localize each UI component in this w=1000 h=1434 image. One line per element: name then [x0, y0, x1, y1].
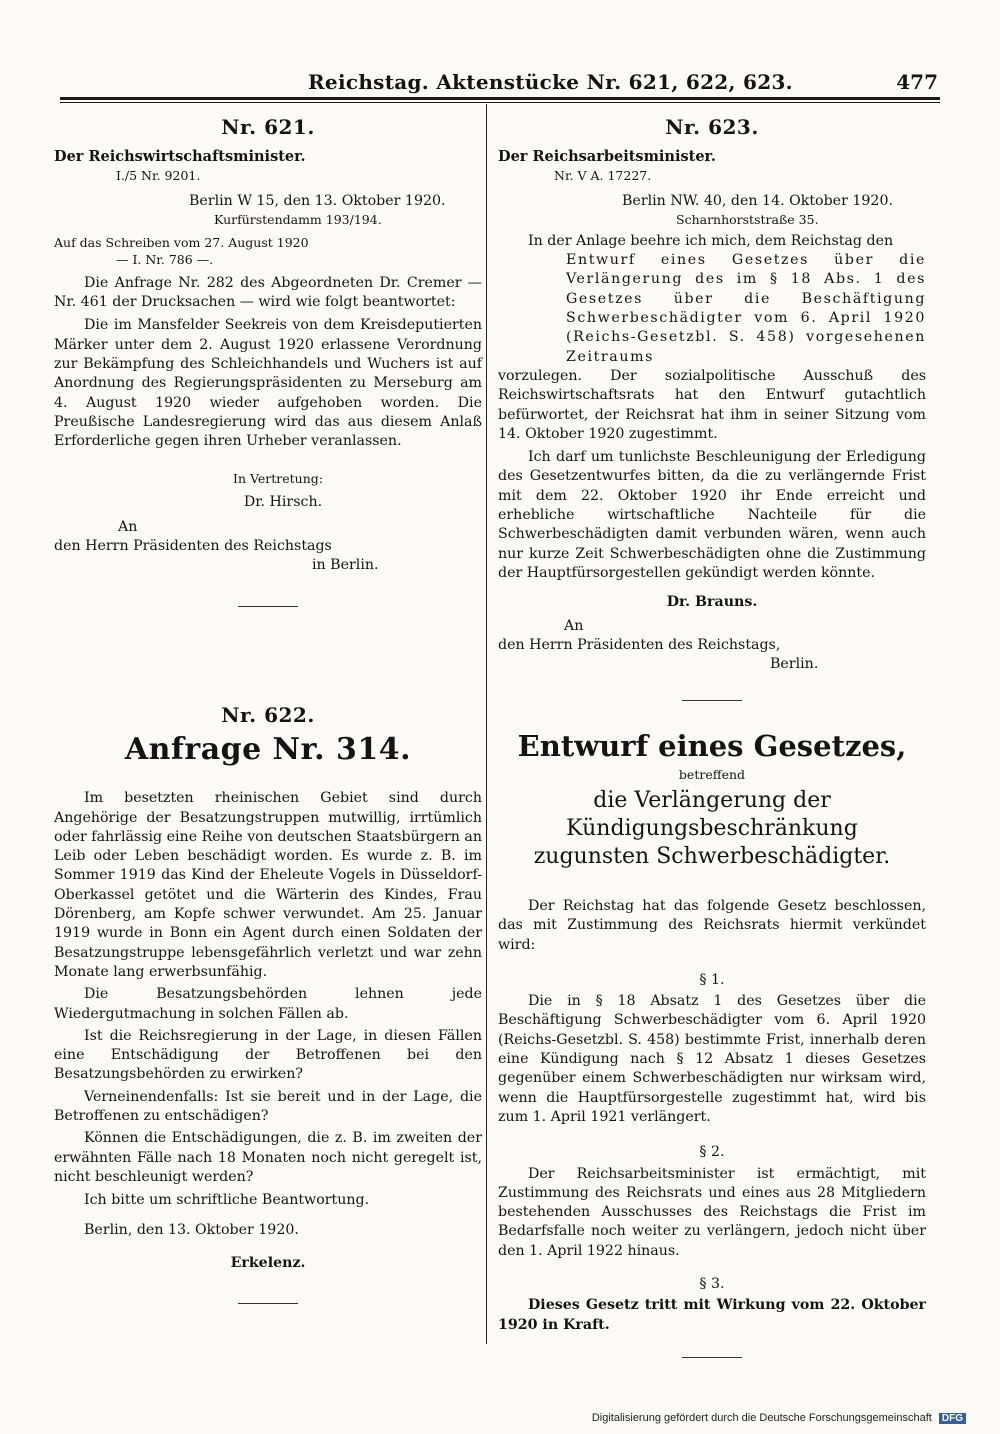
nr623-place-date: Berlin NW. 40, den 14. Oktober 1920. [622, 192, 893, 209]
nr622-separator [238, 1303, 298, 1304]
nr622-signature: Erkelenz. [230, 1254, 306, 1271]
nr621-heading: Nr. 621. [221, 115, 315, 139]
nr623-heading: Nr. 623. [665, 115, 759, 139]
entwurf-separator [682, 1357, 742, 1358]
section-nr623 [498, 115, 926, 701]
nr623-paragraph-2: Ich darf um tunlichste Beschleunigung der Erledigung des Gesetzentwurfes bitten, da die zu verlängernde Frist mit dem 22. Oktober 1920 ihr Ende erreicht und erhebliche wirtschaftliche Nachteile für die Schwerbeschädigten damit verbunden wären, wenn auch nur kurze Zeit Schwerbeschädigten ohne die Zustimmung der Hauptfürsorgestellen gekündigt werden könnte. [498, 449, 926, 581]
entwurf-subtitle-2: zugunsten Schwerbeschädigter. [533, 844, 891, 869]
nr623-paragraph-1-start: In der Anlage beehre ich mich, dem Reichstag den [528, 232, 894, 249]
header-rule [60, 97, 940, 100]
entwurf-s2-text: Der Reichsarbeitsminister ist ermächtigt, mit Zustimmung des Reichsrats und eines aus 28 Mitgliedern bestehenden Ausschusses des Reichstags die Frist im Bedarfsfalle noch weiter zu verlängern, jedoch nicht über den 1. April 1922 hinaus. [498, 1165, 926, 1259]
nr623-addr-city: Berlin. [770, 656, 819, 673]
nr622-place-date: Berlin, den 13. Oktober 1920. [84, 1221, 299, 1238]
nr622-paragraph-5: Können die Entschädigungen, die z. B. im zweiten der erwähnten Fälle nach 18 Monaten noch nicht geregelt ist, nicht beschleunigt werden? [54, 1130, 482, 1185]
nr621-street: Kurfürstendamm 193/194. [214, 211, 382, 227]
nr622-heading: Nr. 622. [221, 703, 315, 727]
entwurf-title: Entwurf eines Gesetzes, [517, 729, 907, 763]
entwurf-betreffend: betreffend [678, 767, 746, 782]
page-header [60, 70, 940, 100]
nr621-addr-line: den Herrn Präsidenten des Reichstags [54, 538, 332, 555]
entwurf-preamble: Der Reichstag hat das folgende Gesetz beschlossen, das mit Zustimmung des Reichsrats hiermit verkündet wird: [498, 898, 926, 953]
entwurf-s1-head: § 1. [699, 971, 725, 988]
entwurf-s1-text: Die in § 18 Absatz 1 des Gesetzes über die Beschäftigung Schwerbeschädigter vom 6. April 1920 (Reichs-Gesetzbl. S. 458) bestimmte Frist, innerhalb deren eine Kündigung nach § 12 Absatz 1 dieses Gesetzes gegenüber einem Schwerbeschädigten nur wirksam wird, wenn die Hauptfürsorgestelle zugestimmt hat, wird bis zum 1. April 1921 verlängert. [498, 993, 926, 1125]
nr623-quoted-title: Entwurf eines Gesetzes über die Verlängerung des im § 18 Abs. 1 des Gesetzes über die Beschäftigung Schwerbeschädigter vom 6. April 1920 (Reichs-Gesetzbl. S. 458) vorgesehenen Zeitraums [566, 252, 926, 365]
page-number: 477 [896, 70, 938, 94]
nr622-paragraph-4: Verneinendenfalls: Ist sie bereit und in der Lage, die Betroffenen zu entschädigen? [54, 1088, 482, 1125]
section-nr622 [54, 703, 483, 1304]
footer [592, 1412, 966, 1424]
footer-text: Digitalisierung gefördert durch die Deutsche Forschungsgemeinschaft [591, 1412, 932, 1424]
nr623-paragraph-1-end: vorzulegen. Der sozialpolitische Ausschuß des Reichswirtschaftsrats hat den Entwurf gutachtlich befürwortet, der Reichsrat hat ihm in seiner Sitzung vom 14. Oktober 1920 zugestimmt. [498, 367, 926, 442]
nr621-paragraph-1: Die Anfrage Nr. 282 des Abgeordneten Dr. Cremer — Nr. 461 der Drucksachen — wird wie folgt beantwortet: [54, 274, 482, 311]
dfg-logo: DFG [939, 1413, 966, 1424]
nr621-addr-an: An [118, 518, 138, 535]
section-nr621 [54, 115, 482, 607]
nr621-separator [238, 606, 298, 607]
nr621-ref: I./5 Nr. 9201. [116, 167, 201, 183]
nr621-addr-city: in Berlin. [312, 557, 379, 574]
entwurf-subtitle-1: die Verlängerung der Kündigungsbeschränkung [566, 788, 858, 841]
nr623-ref: Nr. V A. 17227. [554, 167, 652, 183]
nr622-paragraph-3: Ist die Reichsregierung in der Lage, in diesen Fällen eine Entschädigung der Betroffenen bei den Besatzungsbehörden zu erwirken? [54, 1027, 482, 1083]
nr621-paragraph-2: Die im Mansfelder Seekreis von dem Kreisdeputierten Märker unter dem 2. August 1920 erlassene Verordnung zur Bekämpfung des Schleichhandels und Wuchers ist auf Anordnung des Regierungspräsidenten zu Merseburg am 4. August 1920 wieder aufgehoben worden. Die Preußische Landesregierung wird das aus diesem Anlaß Erforderliche gegen ihren Urheber veranlassen. [54, 317, 482, 450]
nr621-signature: Dr. Hirsch. [243, 493, 323, 510]
nr622-title: Anfrage Nr. 314. [124, 732, 412, 768]
nr623-separator [682, 700, 742, 701]
nr622-paragraph-2: Die Besatzungsbehörden lehnen jede Wiedergutmachung in solchen Fällen ab. [54, 986, 482, 1022]
nr623-signature: Dr. Brauns. [666, 594, 758, 611]
nr621-vertretung: In Vertretung: [233, 470, 323, 486]
entwurf-s3-head: § 3. [699, 1276, 725, 1293]
column-divider [486, 104, 487, 1344]
nr623-sender: Der Reichsarbeitsminister. [498, 148, 716, 166]
nr623-addr-an: An [564, 617, 584, 634]
entwurf-s2-head: § 2. [699, 1144, 725, 1161]
nr622-paragraph-1: Im besetzten rheinischen Gebiet sind durch Angehörige der Besatzungstruppen mutwillig, irrtümlich oder fahrlässig eine Reihe von deutschen Staatsbürgern an Leib oder Leben beschädigt worden. Es wurde z. B. im Sommer 1919 das Kind der Eheleute Vogels in Düsseldorf-Oberkassel getötet und die Wärterin des Kindes, Frau Dörenberg, am Kopfe schwer verwundet. Am 25. Januar 1919 wurde in Bonn ein Agent durch einen Soldaten der Besatzungstruppe lebensgefährlich verletzt und war zehn Monate lang erwerbsunfähig. [54, 790, 483, 980]
entwurf-s3-text: Dieses Gesetz tritt mit Wirkung vom 22. Oktober 1920 in Kraft. [498, 1297, 926, 1333]
header-title: Reichstag. Aktenstücke Nr. 621, 622, 623. [308, 70, 793, 94]
section-entwurf [498, 728, 926, 1358]
nr621-place-date: Berlin W 15, den 13. Oktober 1920. [189, 192, 446, 209]
nr621-ref-letter-2: — I. Nr. 786 —. [116, 251, 214, 267]
header-rule-thin [60, 102, 940, 103]
nr623-addr-line: den Herrn Präsidenten des Reichstags, [498, 636, 781, 653]
nr621-sender: Der Reichswirtschaftsminister. [54, 148, 306, 166]
nr621-ref-letter-1: Auf das Schreiben vom 27. August 1920 [54, 234, 309, 250]
nr623-street: Scharnhorststraße 35. [676, 211, 819, 227]
nr622-paragraph-6: Ich bitte um schriftliche Beantwortung. [84, 1192, 370, 1209]
